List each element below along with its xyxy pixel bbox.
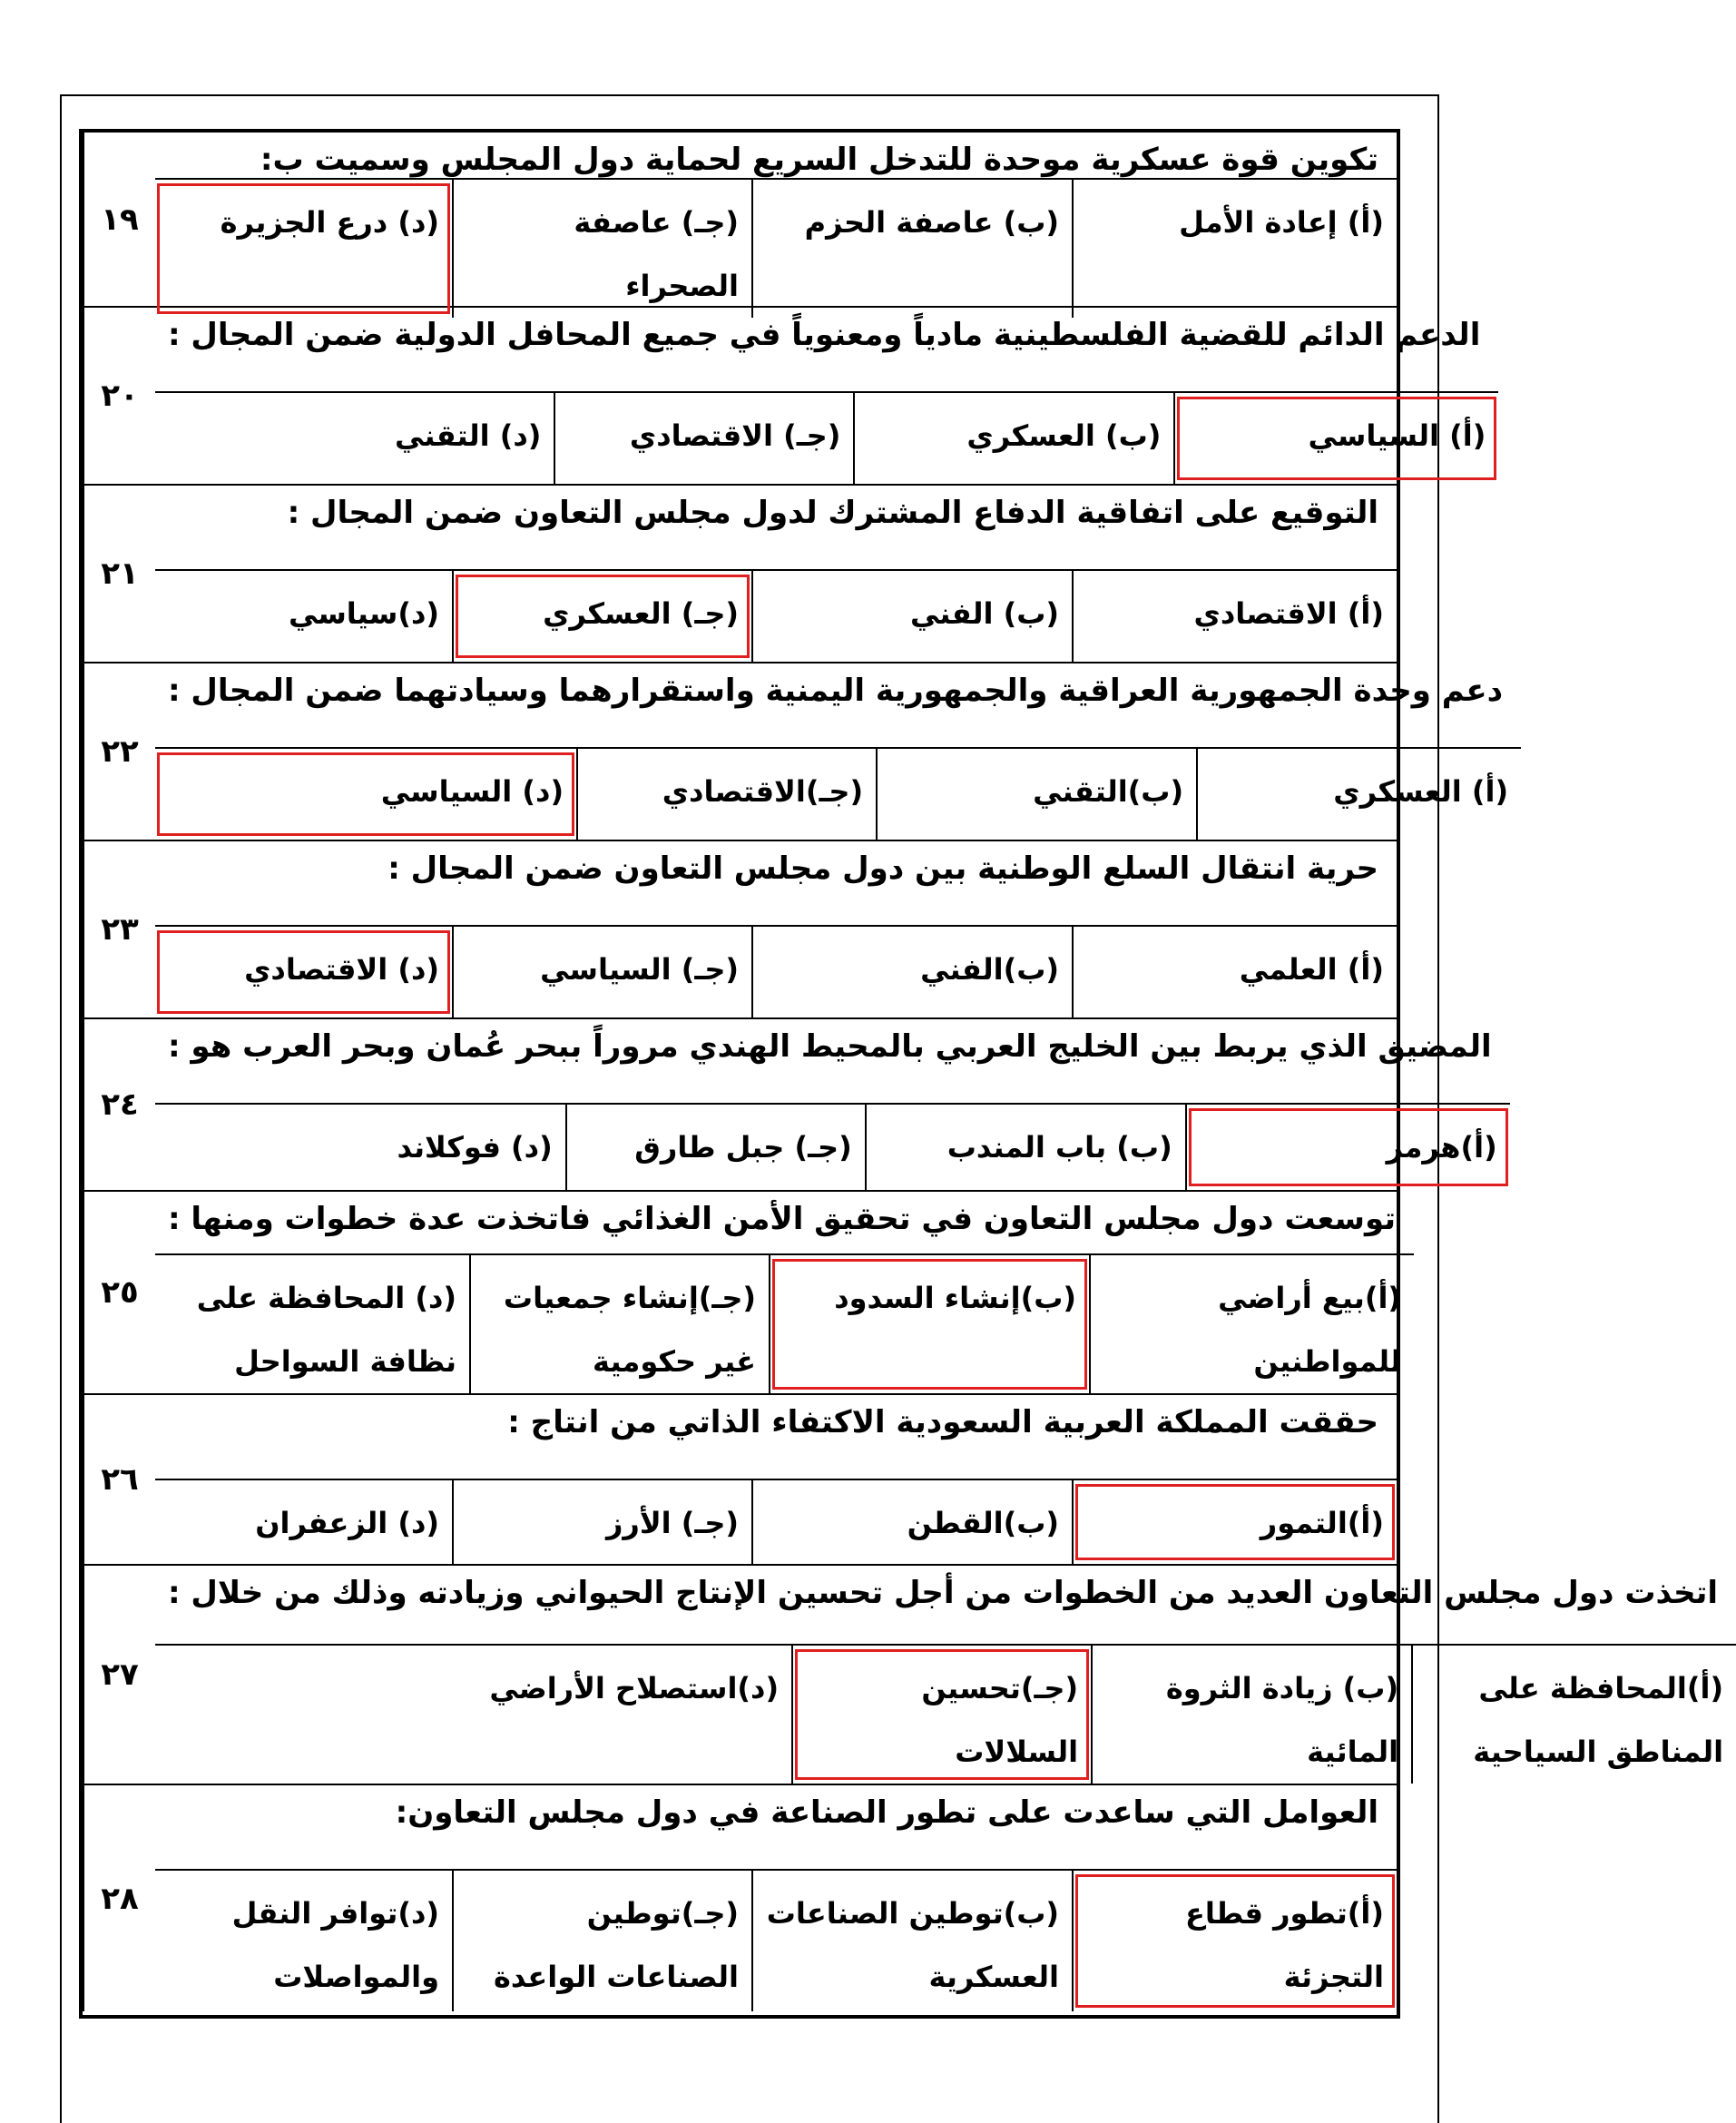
answer-highlight-box: [772, 1259, 1087, 1390]
option-d[interactable]: (د)سياسي: [288, 596, 439, 631]
question-text: المضيق الذي يربط بين الخليج العربي بالمحيط الهندي مروراً ببحر عُمان وبحر العرب هو :: [155, 1019, 1510, 1105]
question-block: [83, 486, 1397, 663]
option-b[interactable]: (ب) العسكري: [853, 393, 1173, 484]
option-d[interactable]: (د) التقني: [395, 418, 542, 453]
question-number: ١٩: [83, 133, 155, 306]
option-d[interactable]: (د)استصلاح الأراضي: [489, 1671, 780, 1705]
question-text: حققت المملكة العربية السعودية الاكتفاء الذاتي من انتاج :: [155, 1395, 1397, 1480]
option-a[interactable]: (أ) السياسي: [1173, 393, 1498, 484]
answer-highlight-box: [157, 183, 450, 314]
option-b[interactable]: (ب) الفني: [751, 571, 1072, 662]
option-d[interactable]: (د) درع الجزيرة: [155, 180, 452, 318]
question-number: ٢٨: [83, 1785, 155, 2011]
question-block: [83, 1395, 1397, 1566]
option-c[interactable]: (جـ) الاقتصادي: [554, 393, 853, 484]
option-b[interactable]: (ب)القطن: [751, 1480, 1072, 1564]
option-a[interactable]: (أ)تطور قطاع التجزئة: [1072, 1871, 1397, 2011]
question-number: ٢٤: [83, 1019, 155, 1190]
question-block: [83, 308, 1486, 486]
option-d[interactable]: (د)توافر النقل والمواصلات: [231, 1896, 439, 1994]
option-a[interactable]: (أ) الاقتصادي: [1072, 571, 1397, 662]
question-text: تكوين قوة عسكرية موحدة للتدخل السريع لحماية دول المجلس وسميت ب:: [155, 133, 1397, 180]
question-number: ٢٣: [83, 841, 155, 1017]
option-b[interactable]: (ب) باب المندب: [865, 1105, 1185, 1190]
question-block: [83, 1192, 1402, 1395]
option-a[interactable]: (أ) إعادة الأمل: [1072, 180, 1397, 318]
question-text: حرية انتقال السلع الوطنية بين دول مجلس التعاون ضمن المجال :: [155, 841, 1397, 927]
question-number: ٢٠: [83, 308, 155, 484]
option-c[interactable]: (جـ) الأرز: [452, 1480, 751, 1564]
question-block: [83, 1566, 1724, 1785]
question-block: [83, 133, 1397, 308]
option-c[interactable]: (جـ)توطين الصناعات الواعدة: [452, 1871, 751, 2011]
question-block: [83, 663, 1509, 841]
option-b[interactable]: (ب)إنشاء السدود: [769, 1255, 1089, 1393]
option-c[interactable]: (جـ) جبل طارق: [565, 1105, 865, 1190]
question-text: توسعت دول مجلس التعاون في تحقيق الأمن الغذائي فاتخذت عدة خطوات ومنها :: [155, 1192, 1414, 1255]
question-number: ٢٦: [83, 1395, 155, 1564]
question-block: [83, 1019, 1497, 1192]
question-text: دعم وحدة الجمهورية العراقية والجمهورية اليمنية واستقرارهما وسيادتهما ضمن المجال :: [155, 663, 1521, 749]
question-block: [83, 1785, 1397, 2011]
option-a[interactable]: (أ)التمور: [1072, 1480, 1397, 1564]
question-number: ٢٢: [83, 663, 155, 840]
option-a[interactable]: (أ)هرمز: [1185, 1105, 1510, 1190]
option-d[interactable]: (د) الزعفران: [255, 1506, 439, 1540]
option-d[interactable]: (د) المحافظة على نظافة السواحل: [196, 1281, 457, 1379]
option-c[interactable]: (جـ)الاقتصادي: [576, 749, 876, 840]
option-a[interactable]: (أ)بيع أراضي للمواطنين: [1089, 1255, 1414, 1393]
option-d[interactable]: (د) السياسي: [155, 749, 576, 840]
option-a[interactable]: (أ)المحافظة على المناطق السياحية: [1411, 1646, 1736, 1784]
option-b[interactable]: (ب)التقني: [876, 749, 1196, 840]
option-b[interactable]: (ب) عاصفة الحزم: [751, 180, 1072, 318]
option-c[interactable]: (جـ) العسكري: [452, 571, 751, 662]
question-text: الدعم الدائم للقضية الفلسطينية مادياً ومعنوياً في جميع المحافل الدولية ضمن المجال :: [155, 308, 1498, 393]
question-number: ٢١: [83, 486, 155, 662]
option-c[interactable]: (جـ)تحسين السلالات: [791, 1646, 1091, 1784]
option-a[interactable]: (أ) العسكري: [1196, 749, 1521, 840]
question-number: ٢٥: [83, 1192, 155, 1393]
question-text: العوامل التي ساعدت على تطور الصناعة في دول مجلس التعاون:: [155, 1785, 1397, 1871]
option-b[interactable]: (ب) زيادة الثروة المائية: [1091, 1646, 1411, 1784]
option-c[interactable]: (جـ)إنشاء جمعيات غير حكومية: [469, 1255, 769, 1393]
option-c[interactable]: (جـ) عاصفة الصحراء: [452, 180, 751, 318]
option-d[interactable]: (د) فوكلاند: [397, 1130, 553, 1165]
quiz-table: [79, 129, 1724, 2019]
option-c[interactable]: (جـ) السياسي: [452, 927, 751, 1017]
question-block: [83, 841, 1397, 1019]
option-a[interactable]: (أ) العلمي: [1072, 927, 1397, 1017]
option-b[interactable]: (ب)الفني: [751, 927, 1072, 1017]
question-number: ٢٧: [83, 1566, 155, 1784]
question-text: التوقيع على اتفاقية الدفاع المشترك لدول مجلس التعاون ضمن المجال :: [155, 486, 1397, 571]
option-d[interactable]: (د) الاقتصادي: [155, 927, 452, 1017]
option-b[interactable]: (ب)توطين الصناعات العسكرية: [751, 1871, 1072, 2011]
question-text: اتخذت دول مجلس التعاون العديد من الخطوات من أجل تحسين الإنتاج الحيواني وزيادته وذلك من خلال :: [155, 1566, 1736, 1646]
